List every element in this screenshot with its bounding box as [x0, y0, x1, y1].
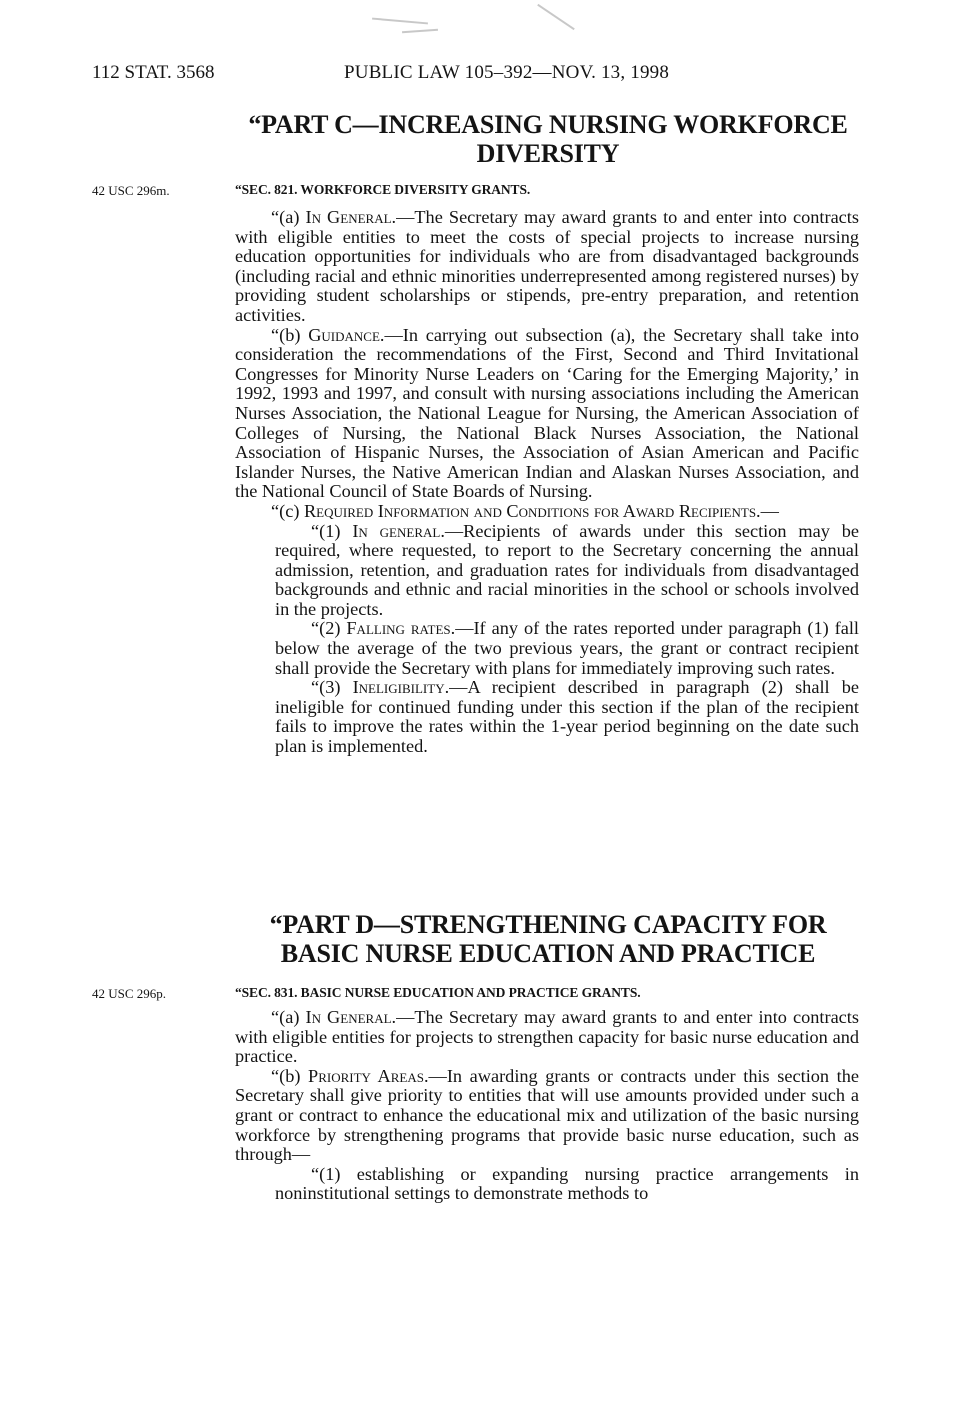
- subsection-c-requirements: [235, 502, 859, 522]
- public-law-date: PUBLIC LAW 105–392—NOV. 13, 1998: [344, 62, 670, 83]
- section-831-heading: “SEC. 831. BASIC NURSE EDUCATION AND PRACTICE GRANTS.: [235, 985, 641, 1000]
- scan-mark: [372, 18, 428, 25]
- usc-reference-296m: 42 USC 296m.: [92, 183, 170, 198]
- paragraph-caption: Falling rates.: [346, 618, 456, 639]
- paragraph-label: “(2): [311, 618, 347, 639]
- subsection-text: —: [760, 500, 779, 521]
- subsection-b-guidance: [235, 326, 859, 502]
- subsection-text: —In awarding grants or contracts under this section the Secretary shall give priority to entities that will use amounts provided under such a grant or contract to enhance the educational mix and utilization of the basic nursing workforce by strengthening programs that provide basic nurse education, such as through—: [235, 1065, 859, 1165]
- subsection-b-priority-areas: [235, 1067, 859, 1165]
- paragraph-text: —Recipients of awards under this section may be required, where requested, to report to the Secretary concerning the annual admission, retention, and graduation rates for individuals from disadvantaged backgrounds and ethnic and racial minorities in the school or schools involved in the projects.: [275, 520, 859, 619]
- paragraph-caption: In general.: [352, 520, 445, 541]
- subsection-a-general: [235, 208, 859, 326]
- paragraph-text: establishing or expanding nursing practice arrangements in noninstitutional settings to demonstrate methods to: [275, 1163, 859, 1204]
- subsection-caption: Required Information and Conditions for Award Recipients.: [303, 500, 761, 521]
- subsection-text: —In carrying out subsection (a), the Secretary shall take into consideration the recommendations of the First, Second and Third Invitational Congresses for Minority Nurse Leaders on ‘Caring for the Emerging Majority,’ in 1992, 1993 and 1997, and consult with nursing associations including the American Nurses Association, the National League for Nursing, the American Association of Colleges of Nursing, the National Black Nurses Association, the National Association of Hispanic Nurses, the Association of Asian American and Pacific Islander Nurses, the Native American Indian and Alaskan Nurses Association, and the National Council of State Boards of Nursing.: [235, 324, 859, 502]
- subsection-a-general: [235, 1008, 859, 1067]
- part-d-heading: “PART D—STRENGTHENING CAPACITY FOR BASIC NURSE EDUCATION AND PRACTICE: [269, 910, 827, 968]
- subsection-label: “(b): [271, 1065, 309, 1086]
- stat-page-number: 112 STAT. 3568: [92, 62, 215, 83]
- paragraph-label: “(1): [311, 520, 353, 541]
- paragraph-2-falling-rates: [275, 619, 859, 678]
- subsection-label: “(a): [271, 1007, 306, 1027]
- section-821-heading: “SEC. 821. WORKFORCE DIVERSITY GRANTS.: [235, 182, 531, 197]
- scan-mark: [402, 29, 438, 34]
- subsection-label: “(b): [271, 324, 309, 345]
- paragraph-1-practice-arrangements: [275, 1165, 859, 1204]
- paragraph-caption: Ineligibility.: [352, 677, 450, 698]
- part-c-body: [235, 208, 859, 757]
- subsection-caption: In General.: [305, 207, 397, 227]
- subsection-label: “(c): [271, 500, 304, 521]
- subsection-text: —The Secretary may award grants to and enter into contracts with eligible entities to meet the costs of special projects to increase nursing education opportunities for individuals who are from disadvantaged backgrounds (including racial and ethnic minorities underrepresented among registered nurses) by providing student scholarships or stipends, pre-entry preparation, and retention activities.: [235, 207, 859, 325]
- paragraph-text: —A recipient described in paragraph (2) shall be ineligible for continued funding under this section if the plan of the recipient fails to improve the rates within the 1-year period beginning on the date such plan is implemented.: [275, 677, 859, 757]
- paragraph-text: —If any of the rates reported under paragraph (1) fall below the average of the two previous years, the grant or contract recipient shall provide the Secretary with plans for immediately improving such rates.: [275, 618, 859, 678]
- part-c-heading: “PART C—INCREASING NURSING WORKFORCE DIVERSITY: [248, 110, 848, 168]
- paragraph-label: “(1): [311, 1163, 357, 1184]
- part-d-body: [235, 1008, 859, 1204]
- scan-mark: [537, 4, 575, 30]
- paragraph-label: “(3): [311, 677, 353, 698]
- usc-reference-296p: 42 USC 296p.: [92, 986, 167, 1001]
- subsection-caption: Guidance.: [308, 324, 385, 345]
- subsection-label: “(a): [271, 207, 306, 227]
- subsection-caption: Priority Areas.: [308, 1065, 429, 1086]
- subsection-caption: In General.: [305, 1007, 397, 1027]
- paragraph-3-ineligibility: [275, 678, 859, 756]
- paragraph-1-in-general: [275, 522, 859, 620]
- subsection-text: —The Secretary may award grants to and enter into contracts with eligible entities for projects to strengthen capacity for basic nurse education and practice.: [235, 1007, 859, 1067]
